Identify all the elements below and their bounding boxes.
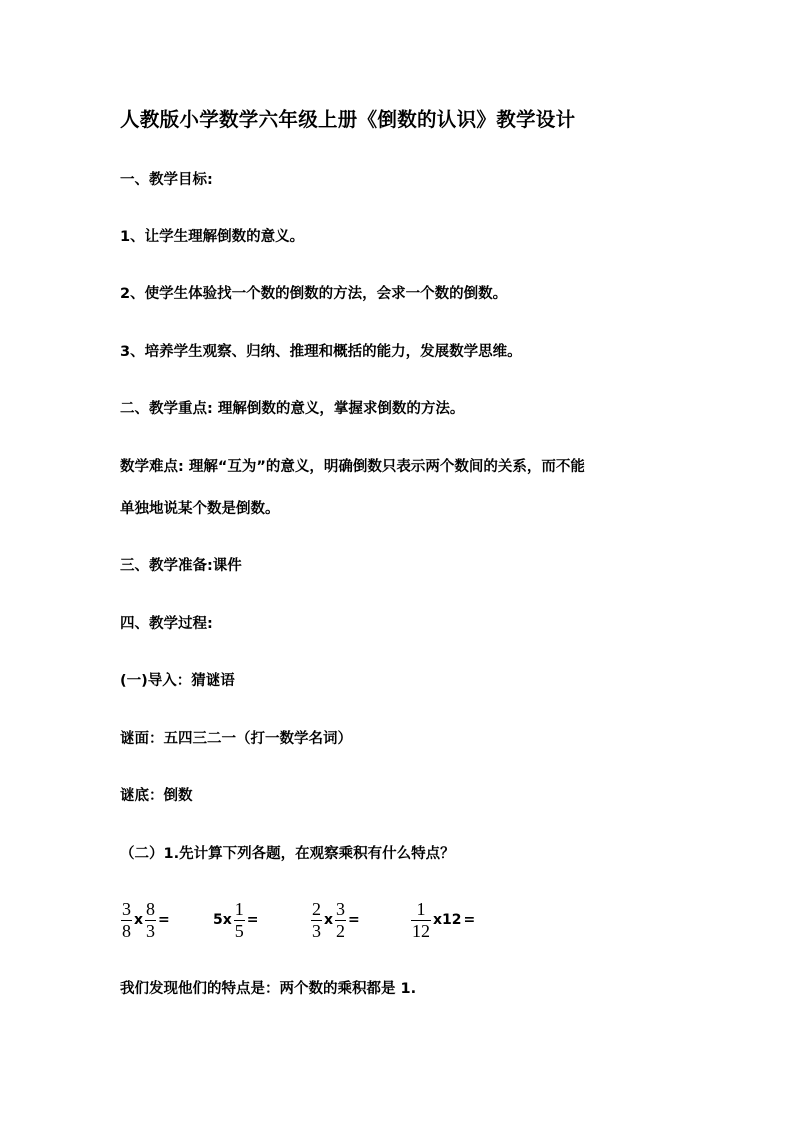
- process-heading: 四、教学过程:: [120, 616, 213, 632]
- fraction: $\frac{1}{12}$: [412, 898, 430, 941]
- fraction: $\frac{8}{3}$: [146, 898, 156, 941]
- fraction: $\frac{3}{2}$: [336, 898, 346, 941]
- riddle-question: 谜面：五四三二一（打一数学名词）: [120, 731, 352, 747]
- times-twelve: x12: [433, 912, 462, 928]
- key-points: 二、教学重点: 理解倒数的意义，掌握求倒数的方法。: [120, 401, 465, 417]
- expression-3: [310, 893, 361, 947]
- expression-1: [120, 893, 171, 947]
- objective-3: 3、培养学生观察、归纳、推理和概括的能力，发展数学思维。: [120, 344, 522, 360]
- fraction: $\frac{2}{3}$: [312, 898, 321, 941]
- equals-sign: =: [246, 912, 259, 928]
- expression-4: [410, 893, 476, 947]
- difficulty-line-1: 数学难点: 理解“互为”的意义，明确倒数只表示两个数间的关系，而不能: [120, 459, 585, 475]
- document-title: 人教版小学数学六年级上册《倒数的认识》教学设计: [120, 108, 576, 131]
- fraction: $\frac{3}{8}$: [122, 898, 131, 941]
- multiply-sign: x: [134, 912, 144, 928]
- math-exercises: [120, 893, 680, 947]
- intro-riddle: (一)导入：猜谜语: [120, 673, 235, 689]
- objective-2: 2、使学生体验找一个数的倒数的方法，会求一个数的倒数。: [120, 286, 508, 302]
- preparation: 三、教学准备:课件: [120, 558, 242, 574]
- equals-sign: =: [463, 912, 476, 928]
- conclusion: 我们发现他们的特点是：两个数的乘积都是 1.: [120, 981, 417, 997]
- multiply-sign: x: [324, 912, 334, 928]
- whole-number-times: 5x: [213, 912, 232, 928]
- equals-sign: =: [348, 912, 360, 928]
- section-objectives-heading: 一、教学目标:: [120, 172, 213, 188]
- objective-1: 1、让学生理解倒数的意义。: [120, 229, 305, 245]
- expression-2: [212, 893, 260, 947]
- exercise-instruction: （二）1.先计算下列各题，在观察乘积有什么特点？: [120, 846, 455, 862]
- equals-sign: =: [158, 912, 170, 928]
- fraction: $\frac{1}{5}$: [234, 898, 244, 941]
- difficulty-line-2: 单独地说某个数是倒数。: [120, 501, 280, 517]
- riddle-answer: 谜底：倒数: [120, 788, 193, 804]
